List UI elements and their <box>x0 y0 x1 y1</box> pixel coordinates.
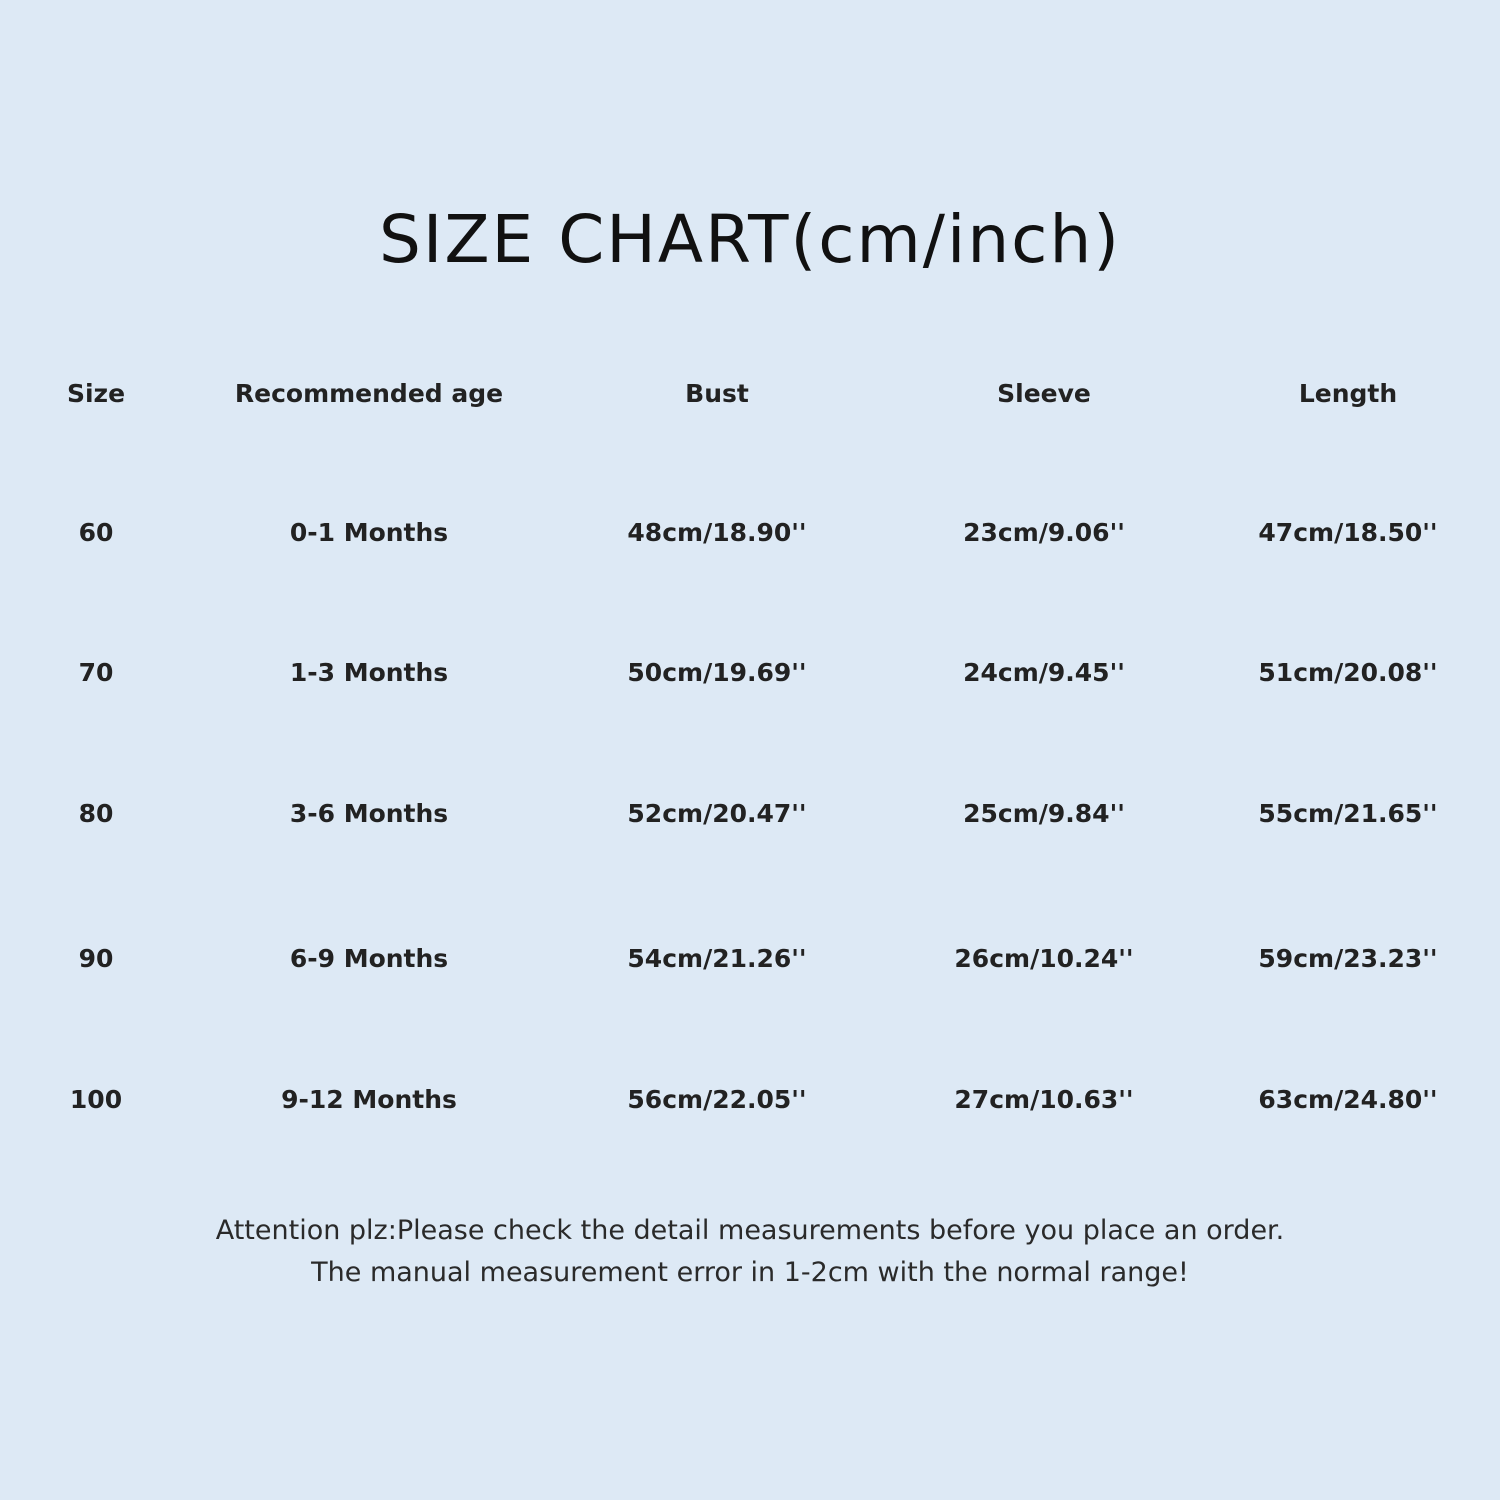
row-2-age: 1-3 Months <box>289 658 449 687</box>
header-length: Length <box>1298 379 1398 408</box>
row-3-sleeve: 25cm/9.84'' <box>963 799 1125 828</box>
measurement-error-note: The manual measurement error in 1-2cm with the normal range! <box>311 1257 1189 1288</box>
row-5-size: 100 <box>69 1085 123 1114</box>
row-1-age: 0-1 Months <box>289 518 449 547</box>
size-chart-title: SIZE CHART(cm/inch) <box>378 201 1122 278</box>
row-1-bust: 48cm/18.90'' <box>627 518 807 547</box>
row-2-bust: 50cm/19.69'' <box>627 658 807 687</box>
row-1-sleeve: 23cm/9.06'' <box>963 518 1125 547</box>
row-4-bust: 54cm/21.26'' <box>627 944 807 973</box>
header-size: Size <box>66 379 126 408</box>
row-2-sleeve: 24cm/9.45'' <box>963 658 1125 687</box>
row-4-sleeve: 26cm/10.24'' <box>954 944 1134 973</box>
row-3-bust: 52cm/20.47'' <box>627 799 807 828</box>
row-3-age: 3-6 Months <box>289 799 449 828</box>
row-3-length: 55cm/21.65'' <box>1258 799 1438 828</box>
row-5-length: 63cm/24.80'' <box>1258 1085 1438 1114</box>
header-sleeve: Sleeve <box>997 379 1091 408</box>
row-1-length: 47cm/18.50'' <box>1258 518 1438 547</box>
row-5-bust: 56cm/22.05'' <box>627 1085 807 1114</box>
header-bust: Bust <box>685 379 749 408</box>
row-4-size: 90 <box>78 944 114 973</box>
row-5-age: 9-12 Months <box>281 1085 457 1114</box>
row-4-length: 59cm/23.23'' <box>1258 944 1438 973</box>
attention-note: Attention plz:Please check the detail measurements before you place an order. <box>215 1215 1285 1246</box>
row-5-sleeve: 27cm/10.63'' <box>954 1085 1134 1114</box>
header-recommended-age: Recommended age <box>234 379 504 408</box>
row-4-age: 6-9 Months <box>289 944 449 973</box>
row-3-size: 80 <box>78 799 114 828</box>
row-2-size: 70 <box>78 658 114 687</box>
row-2-length: 51cm/20.08'' <box>1258 658 1438 687</box>
row-1-size: 60 <box>78 518 114 547</box>
